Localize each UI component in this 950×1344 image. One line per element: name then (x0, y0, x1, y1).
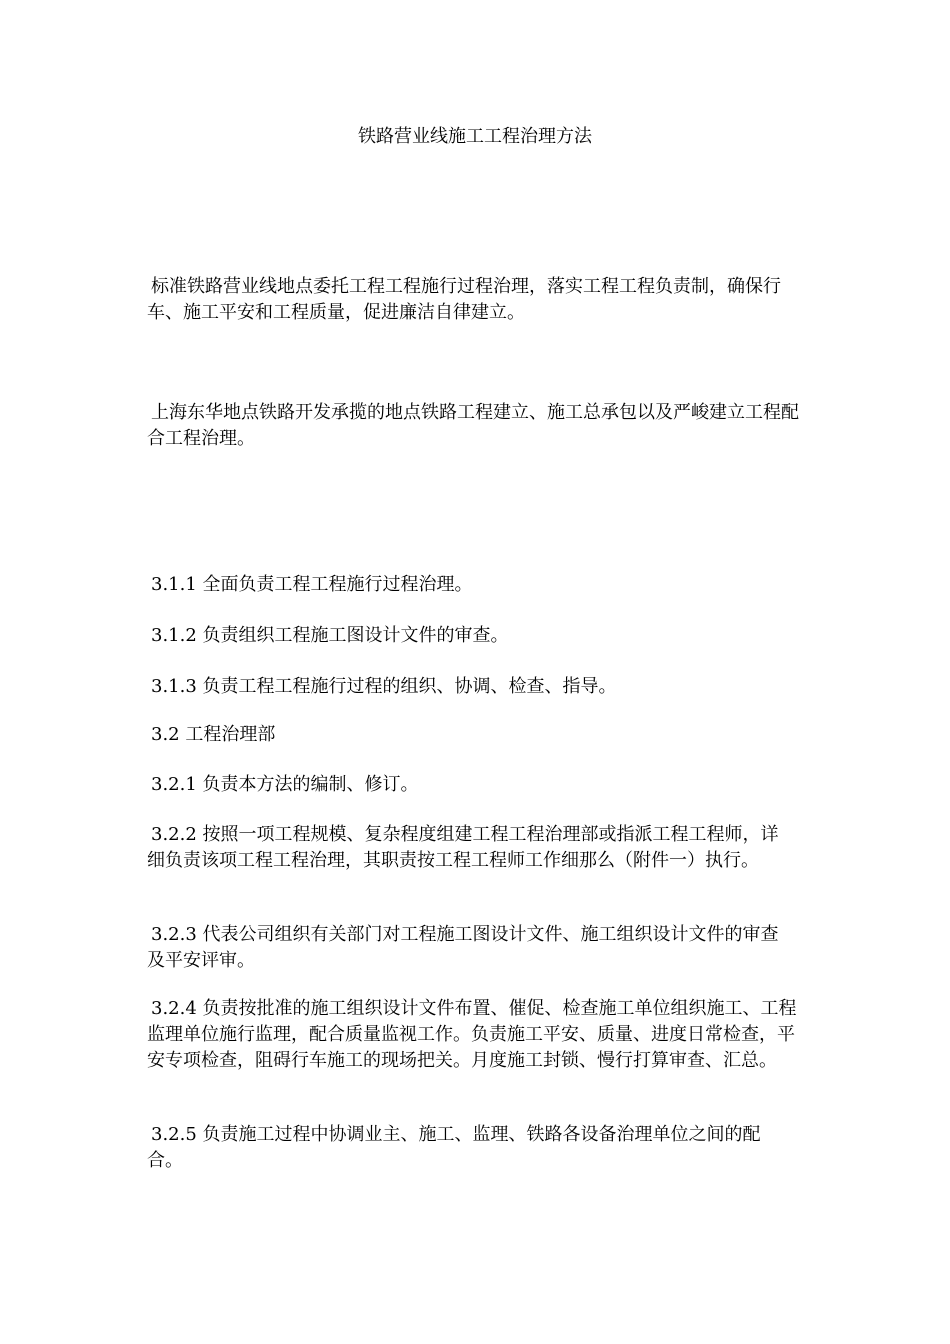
paragraph-3-2-2: 3.2.2 按照一项工程规模、复杂程度组建工程工程治理部或指派工程工程师，详细负责该项工程工程治理，其职责按工程工程师工作细那么（附件一）执行。 (147, 824, 779, 871)
paragraph-3-2-5: 3.2.5 负责施工过程中协调业主、施工、监理、铁路各设备治理单位之间的配合。 (147, 1124, 761, 1171)
document-title: 铁路营业线施工工程治理方法 (358, 126, 592, 147)
paragraph-3-1-2: 3.1.2 负责组织工程施工图设计文件的审查。 (151, 625, 509, 646)
paragraph-purpose: 标准铁路营业线地点委托工程工程施行过程治理，落实工程工程负责制，确保行车、施工平安和工程质量，促进廉洁自律建立。 (147, 276, 781, 323)
paragraph-3-1-3: 3.1.3 负责工程工程施行过程的组织、协调、检查、指导。 (151, 676, 617, 697)
paragraph-3-2-1: 3.2.1 负责本方法的编制、修订。 (151, 774, 419, 795)
paragraph-3-1-1: 3.1.1 全面负责工程工程施行过程治理。 (151, 574, 473, 595)
paragraph-3-2-3: 3.2.3 代表公司组织有关部门对工程施工图设计文件、施工组织设计文件的审查及平安评审。 (147, 924, 779, 971)
paragraph-3-2-4: 3.2.4 负责按批准的施工组织设计文件布置、催促、检查施工单位组织施工、工程监理单位施行监理，配合质量监视工作。负责施工平安、质量、进度日常检查，平安专项检查，阻碍行车施工的现场把关。月度施工封锁、慢行打算审查、汇总。 (147, 998, 797, 1071)
paragraph-scope: 上海东华地点铁路开发承揽的地点铁路工程建立、施工总承包以及严峻建立工程配合工程治理。 (147, 402, 799, 449)
section-heading-3-2: 3.2 工程治理部 (151, 724, 276, 745)
